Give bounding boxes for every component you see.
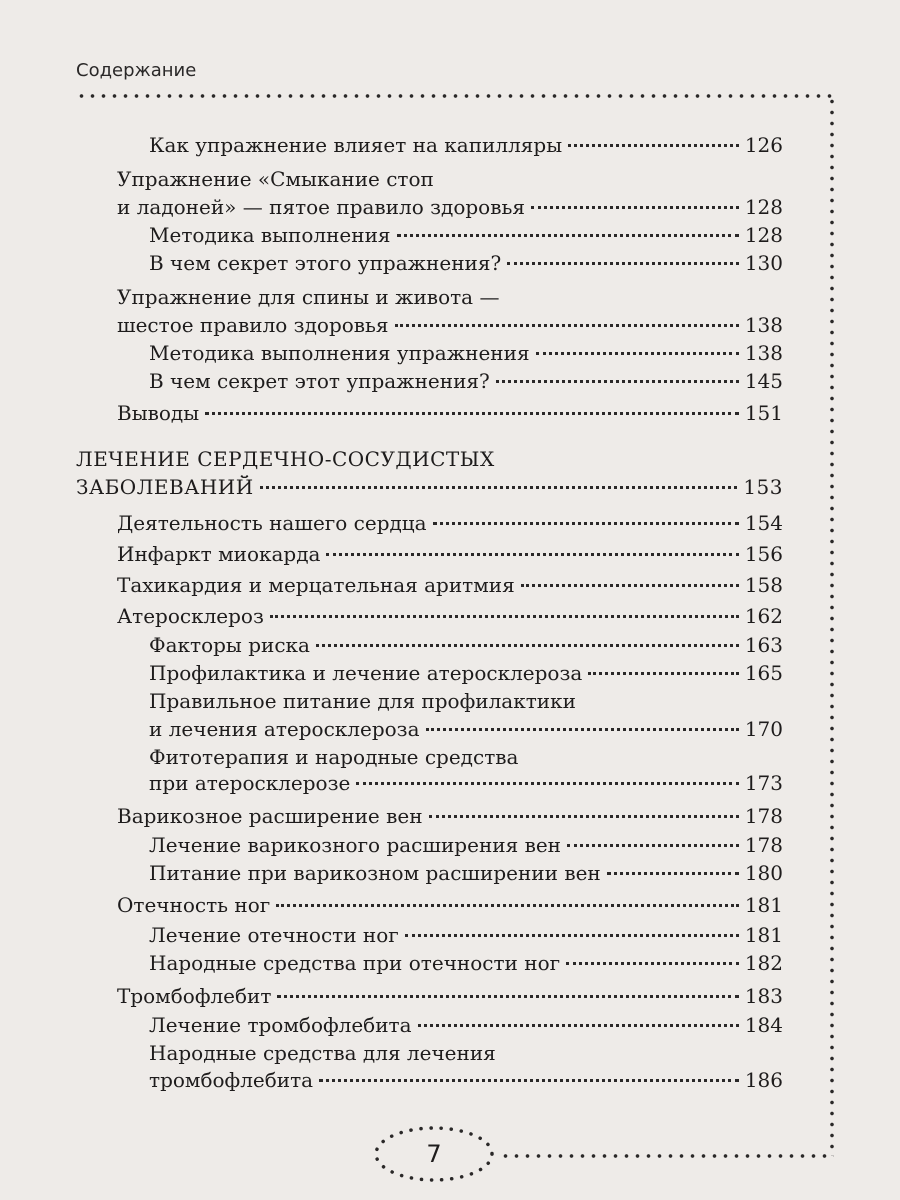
dot-leader [536,352,739,355]
toc-entry-title: Тахикардия и мерцательная аритмия [117,573,515,597]
toc-entry-title: Лечение отечности ног [149,923,399,947]
toc-entry [149,660,783,686]
dot-leader [418,1024,739,1027]
dot-leader [395,324,739,327]
toc-entry [149,1067,783,1093]
dot-leader [607,872,739,875]
toc-entry-title: Деятельность нашего сердца [117,511,427,535]
toc-entry-page: 163 [744,633,783,657]
toc-entry-title: Тромбофлебит [117,984,272,1008]
toc-entry [117,400,783,426]
toc-entry-page: 183 [744,984,783,1008]
toc-entry-page: 154 [744,511,783,535]
toc-entry [149,860,783,886]
toc-entry-title: Варикозное расширение вен [117,804,423,828]
dot-leader [260,486,738,489]
toc-entry-page: 181 [744,923,783,947]
toc-entry [149,632,783,658]
toc-entry [149,922,783,948]
section-heading: ЛЕЧЕНИЕ СЕРДЕЧНО-СОСУДИСТЫХ [76,447,495,471]
toc-entry-page: 128 [744,195,783,219]
toc-entry [149,250,783,276]
toc-entry-title: В чем секрет этого упражнения? [149,251,502,275]
toc-entry [149,368,783,394]
toc-entry [149,1012,783,1038]
toc-section-entry [76,474,783,500]
toc-entry-title: тромбофлебита [149,1068,314,1092]
toc-entry-page: 156 [744,542,783,566]
toc-entry-page: 128 [744,223,783,247]
toc-entry-page: 182 [744,951,783,975]
toc-entry-title: Народные средства при отечности ног [149,951,561,975]
dot-leader [429,815,739,818]
toc-entry-page: 126 [744,133,783,157]
section-heading: ЗАБОЛЕВАНИЙ [76,475,254,499]
toc-entry-page: 170 [744,717,783,741]
running-header: Содержание [76,60,197,81]
dot-leader [521,584,739,587]
toc-entry-page: 180 [744,861,783,885]
toc-entry-page: 181 [744,893,783,917]
toc-entry [117,892,783,918]
dot-leader [496,380,739,383]
toc-entry-title: Профилактика и лечение атеросклероза [149,661,583,685]
toc-entry-title: Лечение варикозного расширения вен [149,833,562,857]
dot-leader [397,234,739,237]
toc-entry [149,132,783,158]
toc-entry-title: Как упражнение влияет на капилляры [149,133,563,157]
dot-leader [319,1079,739,1082]
toc-entry [149,950,783,976]
page-number: 7 [426,1140,442,1168]
dot-leader [205,412,739,415]
toc-entry-page: 153 [743,475,783,499]
toc-entry [149,770,783,796]
toc-entry-title: Выводы [117,401,200,425]
toc-entry-title: и лечения атеросклероза [149,717,420,741]
toc-entry-page: 151 [744,401,783,425]
toc-entry [117,572,783,598]
toc-entry [149,716,783,742]
toc-entry-title: Факторы риска [149,633,310,657]
toc-entry-title: Правильное питание для профилактики [149,689,576,713]
toc-entry-title: Атеросклероз [117,604,264,628]
toc-entry-title: Методика выполнения упражнения [149,341,530,365]
toc-entry-page: 138 [744,341,783,365]
toc-entry-page: 138 [744,313,783,337]
toc-entry-page: 178 [744,833,783,857]
dot-leader [277,995,738,998]
toc-entry-page: 184 [744,1013,783,1037]
toc-entry [117,803,783,829]
dot-leader [316,644,739,647]
toc-entry-title: В чем секрет этот упражнения? [149,369,490,393]
toc-entry-page: 130 [744,251,783,275]
dot-leader [531,206,739,209]
toc-entry-page: 162 [744,604,783,628]
toc-entry-title: Методика выполнения [149,223,391,247]
dot-leader [276,904,739,907]
toc-entry-title: Инфаркт миокарда [117,542,321,566]
toc-entry-title: Упражнение «Смыкание стоп [117,167,434,191]
page-number-badge [372,1124,496,1184]
dot-leader [426,728,739,731]
toc-entry-page: 158 [744,573,783,597]
toc-entry [149,222,783,248]
toc-entry [117,194,783,220]
toc-entry-title: Упражнение для спины и живота — [117,285,500,309]
toc-entry-title: Народные средства для лечения [149,1041,496,1065]
toc-entry [117,983,783,1009]
toc-entry-title: шестое правило здоровья [117,313,389,337]
dot-leader [405,934,739,937]
toc-entry-title: при атеросклерозе [149,771,351,795]
dot-leader [588,672,739,675]
toc-entry-page: 145 [744,369,783,393]
dot-leader [567,844,739,847]
dot-leader [568,144,739,147]
toc-entry [117,312,783,338]
dot-leader [326,553,738,556]
dot-leader [433,522,739,525]
toc-entry-page: 178 [744,804,783,828]
toc-entry [117,541,783,567]
dot-leader [356,782,738,785]
toc-entry-title: Отечность ног [117,893,271,917]
dot-leader [507,262,739,265]
toc-entry [149,832,783,858]
toc-entry-title: Фитотерапия и народные средства [149,745,519,769]
toc-entry [117,510,783,536]
dot-leader [270,615,739,618]
toc-entry [117,603,783,629]
toc-entry [149,340,783,366]
toc-entry-title: и ладоней» — пятое правило здоровья [117,195,525,219]
toc-entry-page: 186 [744,1068,783,1092]
toc-entry-page: 165 [744,661,783,685]
toc-entry-page: 173 [744,771,783,795]
toc-entry-title: Лечение тромбофлебита [149,1013,412,1037]
toc-entry-title: Питание при варикозном расширении вен [149,861,601,885]
dot-leader [566,962,739,965]
